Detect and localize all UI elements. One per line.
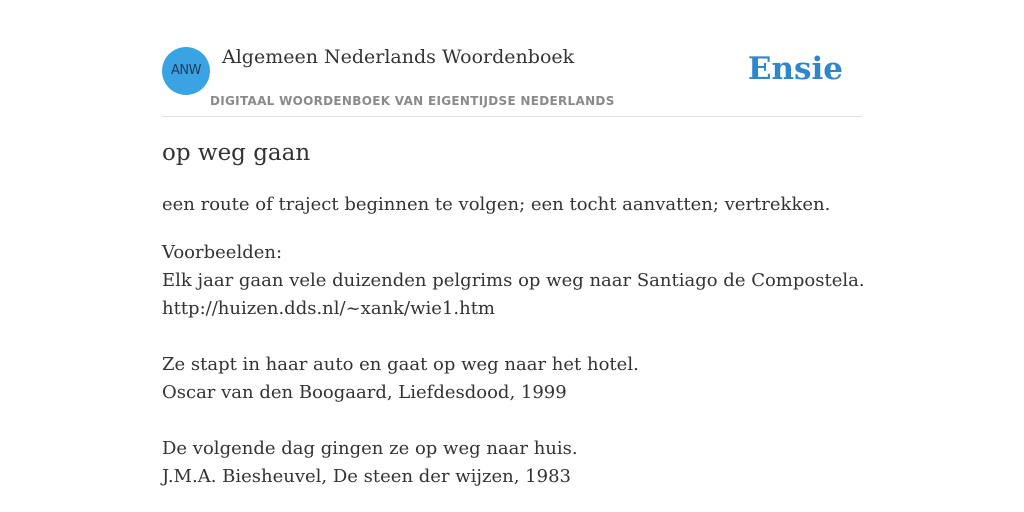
entry-definition: een route of traject beginnen te volgen; een tocht aanvatten; vertrekken. [162, 194, 831, 215]
example-source: http://huizen.dds.nl/~xank/wie1.htm [162, 298, 495, 319]
entry-term: op weg gaan [162, 140, 311, 166]
example-source: J.M.A. Biesheuvel, De steen der wijzen, 1983 [162, 466, 571, 487]
example-text: Ze stapt in haar auto en gaat op weg naar het hotel. [162, 354, 639, 375]
anw-logo[interactable]: ANW [162, 47, 210, 95]
site-title[interactable]: Algemeen Nederlands Woordenboek [222, 46, 575, 68]
example-source: Oscar van den Boogaard, Liefdesdood, 1999 [162, 382, 567, 403]
examples-section [162, 239, 865, 512]
example-text: Elk jaar gaan vele duizenden pelgrims op weg naar Santiago de Compostela. [162, 270, 865, 291]
site-subtitle: DIGITAAL WOORDENBOEK VAN EIGENTIJDSE NEDERLANDS [210, 94, 615, 108]
example-item [162, 435, 865, 491]
example-text: De volgende dag gingen ze op weg naar huis. [162, 438, 578, 459]
header [162, 45, 862, 117]
example-item [162, 351, 865, 407]
example-item [162, 267, 865, 323]
examples-label: Voorbeelden: [162, 242, 283, 263]
ensie-brand-logo[interactable]: Ensie [747, 51, 843, 87]
